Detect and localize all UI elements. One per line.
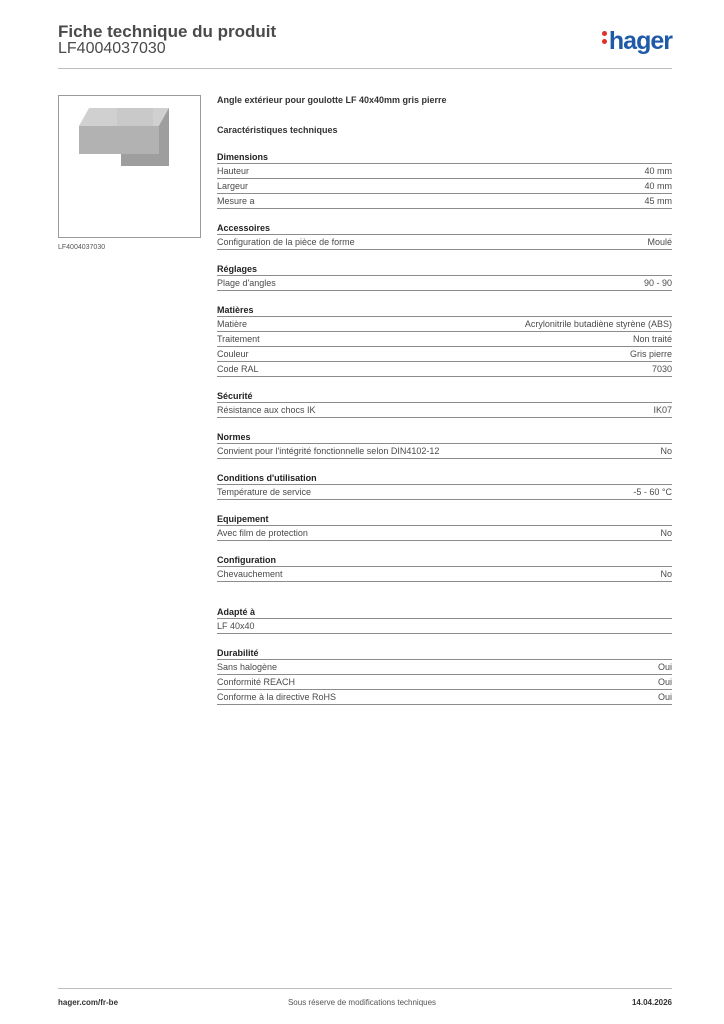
spec-value: Gris pierre — [629, 349, 672, 359]
spec-group-title: Accessoires — [217, 223, 271, 233]
spec-value: Moulé — [647, 237, 672, 247]
spec-value: 45 mm — [644, 196, 672, 206]
spec-value: Non traité — [632, 334, 672, 344]
footer-notice: Sous réserve de modifications techniques — [287, 998, 437, 1007]
spec-row — [217, 402, 672, 418]
spec-row — [217, 484, 672, 500]
spec-label: Avec film de protection — [217, 528, 308, 538]
spec-label: LF 40x40 — [217, 621, 255, 631]
spec-label: Traitement — [217, 334, 260, 344]
spec-group — [217, 304, 672, 377]
spec-row — [217, 443, 672, 459]
spec-row — [217, 275, 672, 291]
section-heading: Caractéristiques techniques — [217, 125, 338, 135]
spec-label: Conforme à la directive RoHS — [217, 692, 337, 702]
spec-row — [217, 361, 672, 377]
spec-row — [217, 674, 672, 689]
product-image — [58, 95, 201, 238]
spec-label: Configuration de la pièce de forme — [217, 237, 355, 247]
spec-label: Chevauchement — [217, 569, 283, 579]
spec-value: IK07 — [653, 405, 672, 415]
spec-group-title: Réglages — [217, 264, 258, 274]
spec-group-title: Conditions d'utilisation — [217, 473, 317, 483]
spec-value: No — [660, 528, 672, 538]
spec-row — [217, 193, 672, 209]
logo-dots-icon — [602, 28, 608, 47]
spec-group — [217, 222, 672, 250]
spec-value: 7030 — [651, 364, 672, 374]
spec-content — [217, 95, 672, 705]
spec-group — [217, 647, 672, 705]
spec-group-title: Dimensions — [217, 152, 269, 162]
spec-value: Oui — [657, 692, 672, 702]
image-caption: LF4004037030 — [58, 244, 106, 251]
spec-group — [217, 431, 672, 459]
spec-label: Code RAL — [217, 364, 259, 374]
spec-row — [217, 163, 672, 178]
spec-group — [217, 151, 672, 209]
header-divider — [58, 68, 672, 69]
spec-label: Matière — [217, 319, 248, 329]
spec-label: Couleur — [217, 349, 249, 359]
spec-row — [217, 618, 672, 634]
spec-group — [217, 606, 672, 634]
spec-row — [217, 346, 672, 361]
footer-website[interactable]: hager.com/fr-be — [58, 998, 119, 1007]
spec-group-title: Matières — [217, 305, 254, 315]
spec-group-title: Equipement — [217, 514, 269, 524]
spec-row — [217, 566, 672, 582]
spec-group-title: Adapté à — [217, 607, 256, 617]
spec-group — [217, 263, 672, 291]
spec-label: Sans halogène — [217, 662, 278, 672]
spec-group — [217, 390, 672, 418]
spec-row — [217, 689, 672, 705]
spec-label: Mesure a — [217, 196, 255, 206]
spec-row — [217, 525, 672, 541]
spec-label: Conformité REACH — [217, 677, 296, 687]
spec-value: 90 - 90 — [643, 278, 672, 288]
spec-groups — [217, 151, 672, 705]
footer-date: 14.04.2026 — [631, 998, 672, 1007]
spec-label: Plage d'angles — [217, 278, 276, 288]
spec-value: 40 mm — [644, 181, 672, 191]
spec-group-title: Configuration — [217, 555, 276, 565]
spec-row — [217, 316, 672, 331]
spec-row — [217, 331, 672, 346]
spec-row — [217, 178, 672, 193]
spec-label: Température de service — [217, 487, 312, 497]
spec-value: Acrylonitrile butadiène styrène (ABS) — [524, 319, 672, 329]
spec-value: Oui — [657, 662, 672, 672]
page-header — [58, 20, 672, 68]
spec-group-title: Normes — [217, 432, 251, 442]
hager-logo: hager — [602, 27, 672, 56]
spec-value: 40 mm — [644, 166, 672, 176]
footer-divider — [58, 988, 672, 989]
spec-group — [217, 554, 672, 582]
spec-group — [217, 513, 672, 541]
spec-value: No — [660, 569, 672, 579]
spec-label: Résistance aux chocs IK — [217, 405, 316, 415]
outer-corner-product-icon — [59, 96, 200, 237]
spec-row — [217, 234, 672, 250]
spec-value: No — [660, 446, 672, 456]
page-title: Fiche technique du produit — [58, 22, 277, 41]
product-reference: LF4004037030 — [58, 40, 166, 57]
spec-row — [217, 659, 672, 674]
spec-label: Hauteur — [217, 166, 250, 176]
spec-group-title: Durabilité — [217, 648, 259, 658]
spec-label: Convient pour l'intégrité fonctionnelle selon DIN4102-12 — [217, 446, 440, 456]
product-name: Angle extérieur pour goulotte LF 40x40mm gris pierre — [217, 95, 447, 105]
spec-value: -5 - 60 °C — [633, 487, 672, 497]
spec-label: Largeur — [217, 181, 249, 191]
spec-group-title: Sécurité — [217, 391, 253, 401]
spec-group — [217, 472, 672, 500]
spec-value: Oui — [657, 677, 672, 687]
